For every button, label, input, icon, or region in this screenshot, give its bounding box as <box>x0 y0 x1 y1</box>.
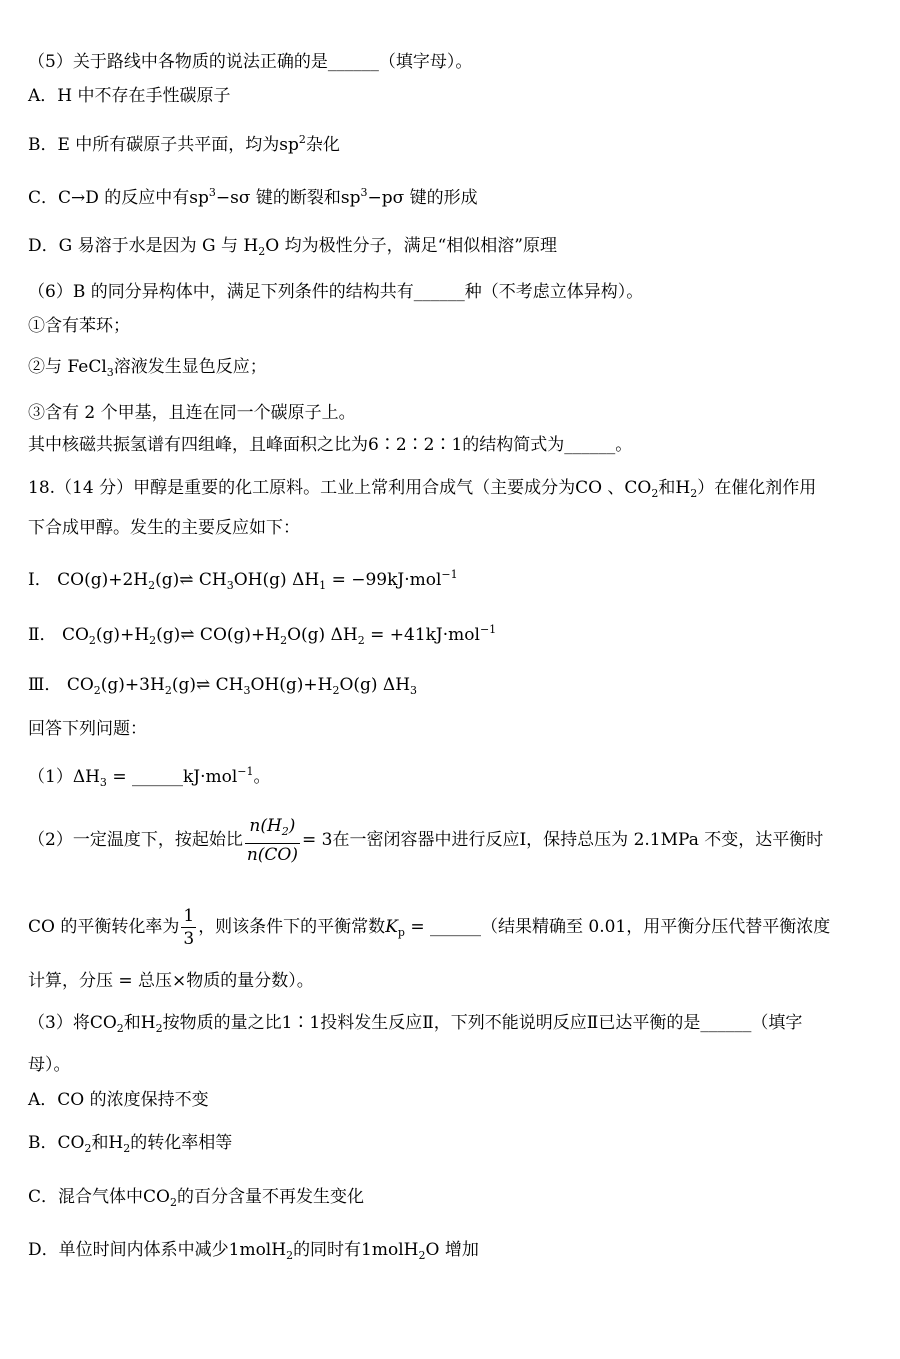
fraction <box>245 815 300 866</box>
text: 2 <box>286 1249 294 1262</box>
q18-part-3-option-b <box>28 1131 232 1161</box>
text: 和H <box>123 1013 156 1033</box>
q5-option-a: A．H 中不存在手性碳原子 <box>28 86 231 106</box>
text: B．CO <box>28 1133 85 1153</box>
text: （1）ΔH <box>28 767 100 787</box>
text: ）在催化剂作用 <box>697 478 817 498</box>
text: (g)⇌ CO(g)+H <box>156 625 281 645</box>
reaction-3 <box>28 673 417 703</box>
text: (g)⇌ CH <box>155 570 227 590</box>
text: CO <box>66 675 94 695</box>
text: 2 <box>123 1142 131 1155</box>
text: −1 <box>479 623 497 636</box>
text: 2 <box>690 487 698 500</box>
text: = ______kJ·mol <box>106 767 238 787</box>
text: 2 <box>84 1142 92 1155</box>
text: （2）一定温度下，按起始比 <box>28 830 243 850</box>
text: 3 <box>360 186 368 199</box>
text: OH(g)+H <box>250 675 333 695</box>
text: 1 <box>319 579 327 592</box>
text: 3 <box>106 366 114 379</box>
reaction-2 <box>28 618 496 653</box>
q6-condition-2 <box>28 355 267 385</box>
text: 3 <box>99 776 107 789</box>
text: 的转化率相等 <box>130 1133 233 1153</box>
text: 和H <box>658 478 691 498</box>
text: (g)⇌ CH <box>171 675 244 695</box>
text: 杂化 <box>305 135 340 155</box>
q18-part-3-option-c <box>28 1185 364 1215</box>
text: (g)+3H <box>100 675 165 695</box>
text: 2 <box>155 1022 163 1035</box>
q6-nmr: 其中核磁共振氢谱有四组峰，且峰面积之比为6∶2∶2∶1的结构简式为______。 <box>28 435 633 455</box>
q5-option-b <box>28 128 340 157</box>
q5-option-d <box>28 234 557 264</box>
q6-stem: （6）B 的同分异构体中，满足下列条件的结构共有______种（不考虑立体异构）。 <box>28 282 644 302</box>
text: = +41kJ·mol <box>364 625 480 645</box>
text: = ______（结果精确至 0.01，用平衡分压代替平衡浓度 <box>404 917 831 937</box>
text: 2 <box>298 133 306 146</box>
q18-part-2 <box>28 815 823 866</box>
text: D．单位时间内体系中减少1molH <box>28 1240 287 1260</box>
text: 3 <box>226 579 234 592</box>
text: 3 <box>410 684 418 697</box>
q18-part-3-line2: 母）。 <box>28 1055 71 1075</box>
q18-part-3 <box>28 1011 802 1041</box>
q18-intro-line2: 下合成甲醇。发生的主要反应如下： <box>28 518 300 538</box>
text: 2 <box>418 1249 426 1262</box>
frac-num: 1 <box>183 906 195 926</box>
text: 2 <box>332 684 340 697</box>
q6-condition-1: ①含有苯环； <box>28 316 130 336</box>
text: = 3在一密闭容器中进行反应Ⅰ，保持总压为 2.1MPa 不变，达平衡时 <box>302 830 824 850</box>
frac-num <box>245 815 300 844</box>
text: 2 <box>258 245 266 258</box>
text: CO(g)+2H <box>57 570 149 590</box>
text: 。 <box>253 767 271 787</box>
text: Ⅲ． <box>28 675 62 695</box>
text: 2 <box>93 684 101 697</box>
text: C．C→D 的反应中有sp <box>28 188 209 208</box>
text: 2 <box>357 634 365 647</box>
text: O 增加 <box>425 1240 479 1260</box>
text: 的同时有1molH <box>293 1240 419 1260</box>
text: −1 <box>237 765 254 778</box>
frac-den: n(CO) <box>246 845 298 865</box>
reaction-1 <box>28 563 458 598</box>
text: Ⅱ． <box>28 625 57 645</box>
text: 2 <box>164 684 172 697</box>
q18-part-3-option-a: A．CO 的浓度保持不变 <box>28 1090 209 1110</box>
q18-part-3-option-d <box>28 1238 479 1268</box>
text: K <box>385 917 398 937</box>
text: 2 <box>149 634 157 647</box>
text: p <box>397 926 405 939</box>
text: D．G 易溶于水是因为 G 与 H <box>28 236 259 256</box>
text: 按物质的量之比1∶1投料发生反应Ⅱ，下列不能说明反应Ⅱ已达平衡的是______（填字 <box>162 1013 803 1033</box>
text: (g)+H <box>95 625 150 645</box>
text: 2 <box>281 825 289 838</box>
text: ) <box>288 816 296 836</box>
q5-stem: （5）关于路线中各物质的说法正确的是______（填字母）。 <box>28 52 473 72</box>
text: O(g) ΔH <box>339 675 411 695</box>
q18-part-1 <box>28 760 271 795</box>
text: 2 <box>116 1022 124 1035</box>
text: −1 <box>441 568 458 581</box>
text: 2 <box>280 634 288 647</box>
text: = −99kJ·mol <box>326 570 442 590</box>
text: CO 的平衡转化率为 <box>28 917 180 937</box>
q18-part-2-line2 <box>28 905 830 950</box>
q6-condition-3: ③含有 2 个甲基，且连在同一个碳原子上。 <box>28 403 356 423</box>
text: 2 <box>169 1196 177 1209</box>
text: −sσ 键的断裂和sp <box>215 188 361 208</box>
q5-option-c <box>28 181 478 210</box>
q18-intro <box>28 476 816 506</box>
text: ②与 FeCl <box>28 357 107 377</box>
text: 3 <box>208 186 216 199</box>
text: ，则该条件下的平衡常数 <box>198 917 386 937</box>
text: n(H <box>249 816 282 836</box>
fraction <box>181 905 196 950</box>
text: 和H <box>91 1133 124 1153</box>
text: 2 <box>88 634 96 647</box>
answer-intro: 回答下列问题： <box>28 719 147 739</box>
text: 3 <box>243 684 251 697</box>
text: 2 <box>148 579 156 592</box>
text: 溶液发生显色反应； <box>113 357 267 377</box>
q18-part-2-line3: 计算，分压 = 总压×物质的量分数）。 <box>28 971 314 991</box>
text: CO <box>61 625 89 645</box>
text: OH(g) ΔH <box>233 570 320 590</box>
text: 18.（14 分）甲醇是重要的化工原料。工业上常利用合成气（主要成分为CO 、CO <box>28 478 652 498</box>
text: 的百分含量不再发生变化 <box>176 1187 364 1207</box>
text: B．E 中所有碳原子共平面，均为sp <box>28 135 299 155</box>
text: O(g) ΔH <box>287 625 358 645</box>
text: C．混合气体中CO <box>28 1187 170 1207</box>
text: 2 <box>651 487 659 500</box>
text: Ⅰ． <box>28 570 52 590</box>
text: O 均为极性分子，满足“相似相溶”原理 <box>265 236 557 256</box>
frac-den: 3 <box>183 929 195 949</box>
text: （3）将CO <box>28 1013 117 1033</box>
text: −pσ 键的形成 <box>367 188 478 208</box>
